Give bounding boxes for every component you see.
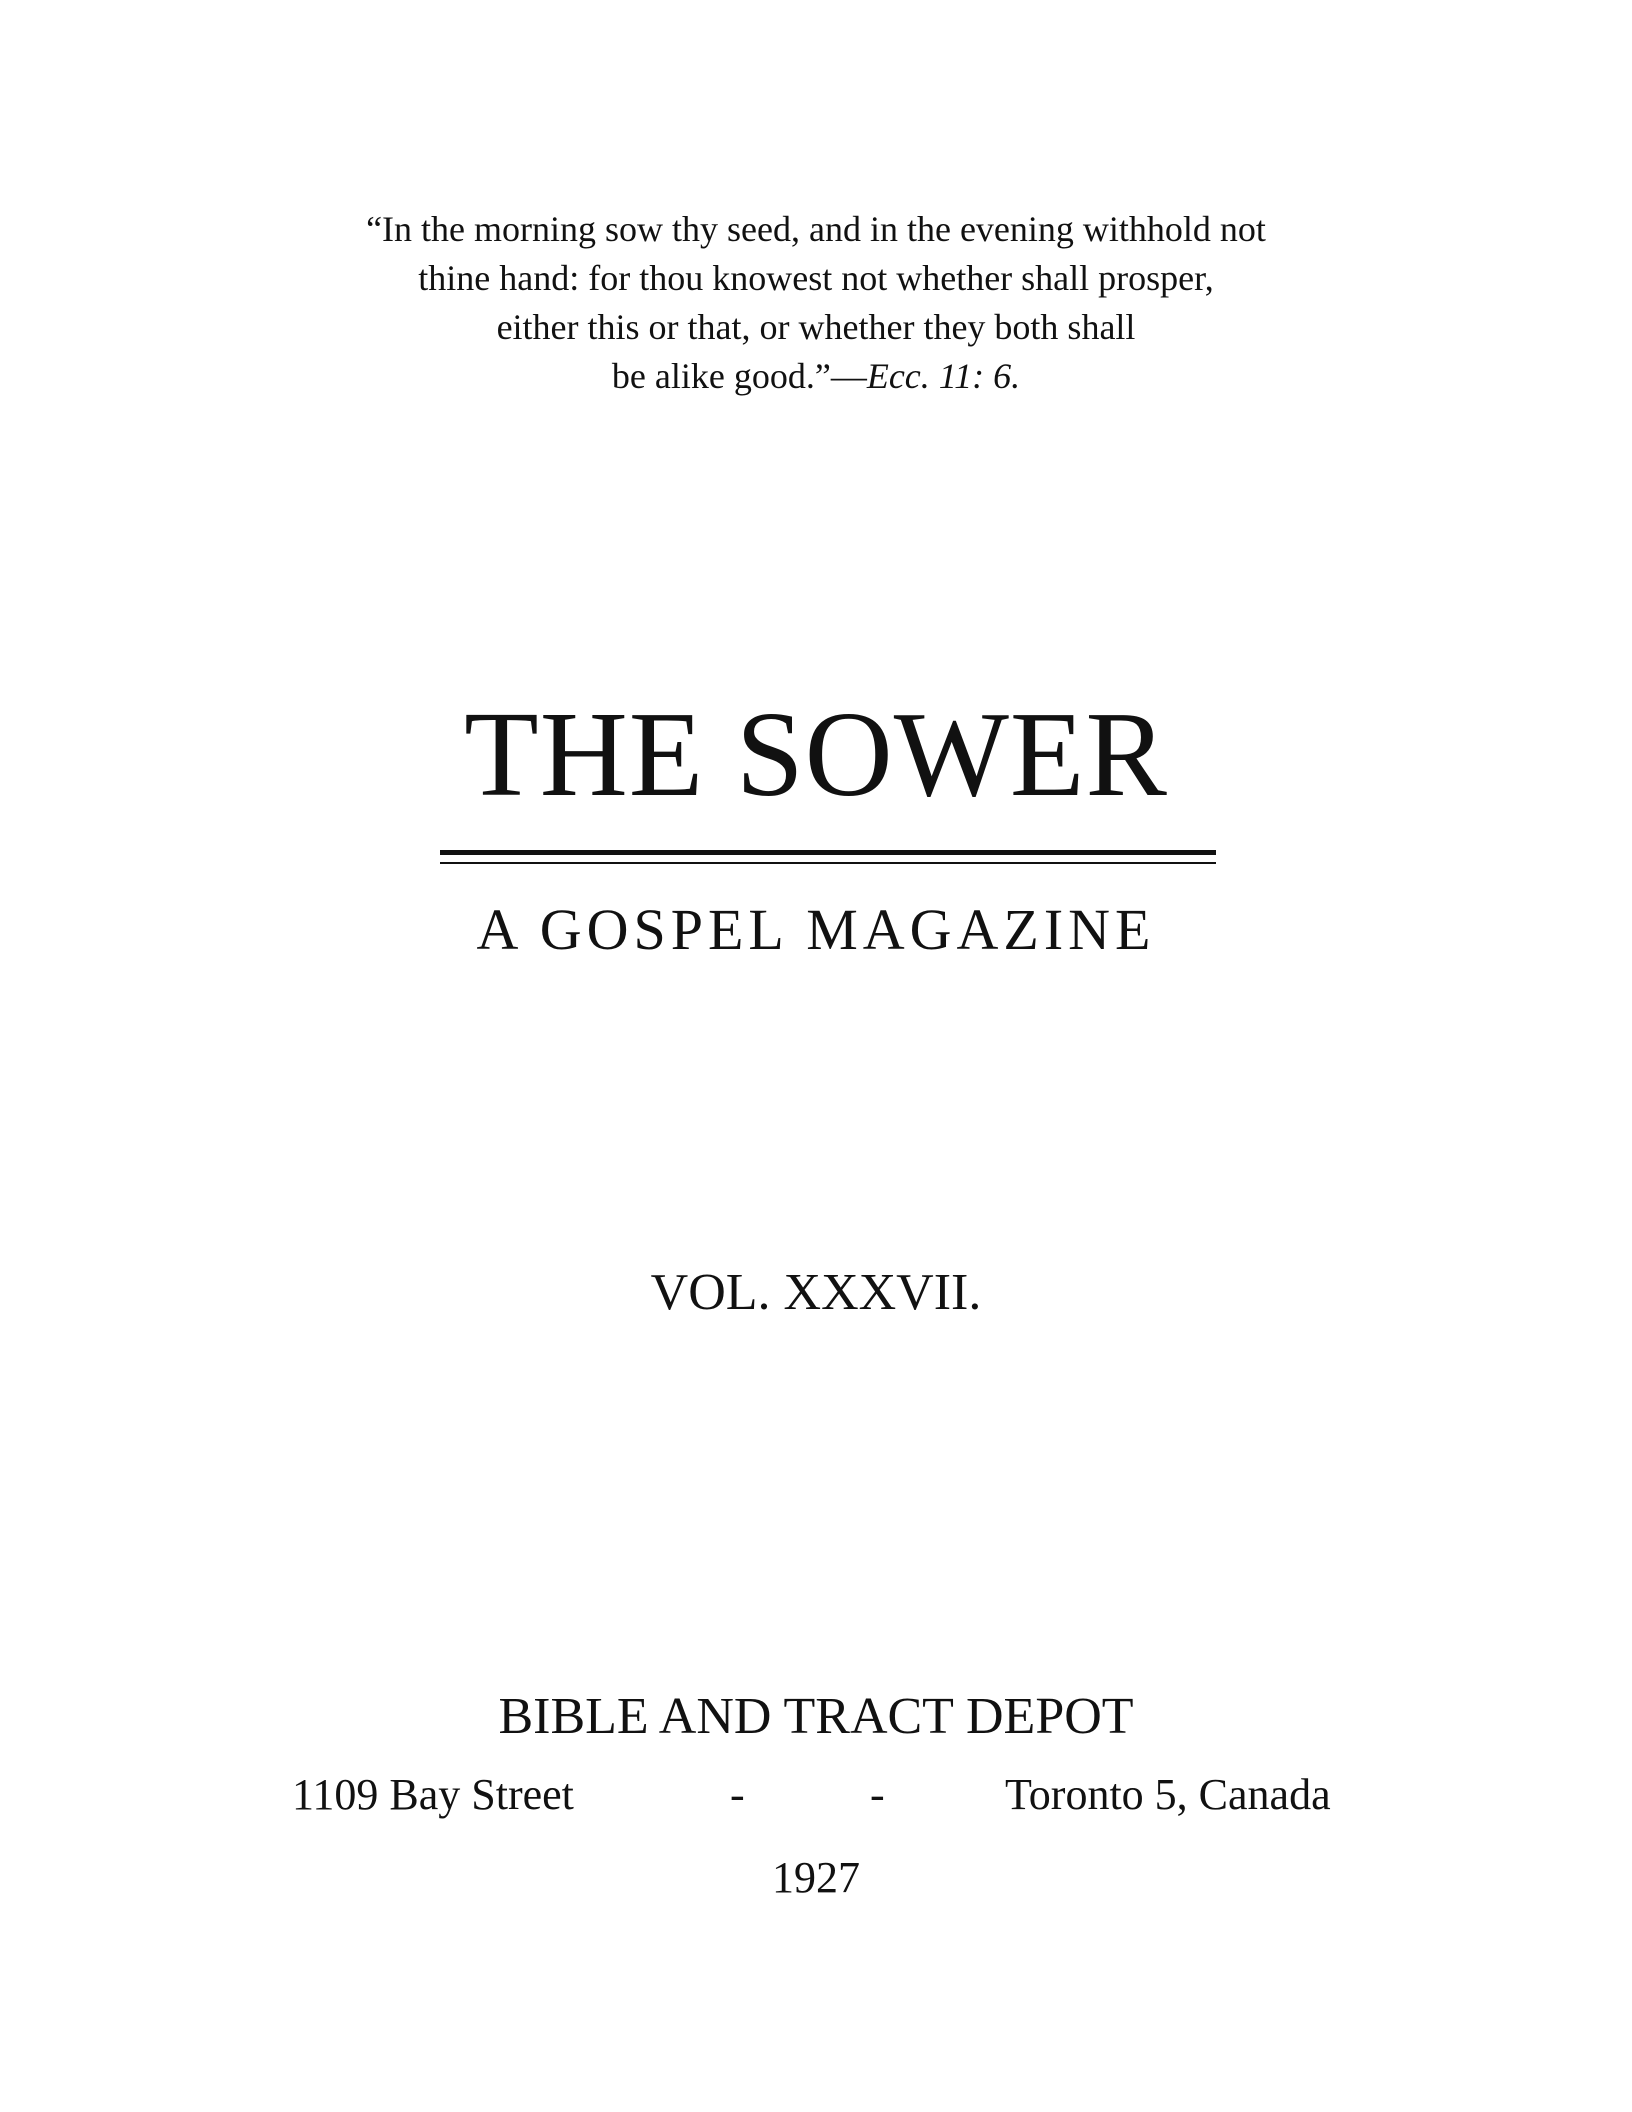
epigraph-line-2: thine hand: for thou knowest not whether shall prosper,: [418, 258, 1214, 298]
city-address: Toronto 5, Canada: [1005, 1770, 1331, 1819]
epigraph-line-4: [0, 352, 1632, 401]
epigraph-line-3: either this or that, or whether they both shall: [496, 307, 1136, 347]
street-address: 1109 Bay Street: [292, 1770, 574, 1819]
publication-year: 1927: [772, 1853, 860, 1902]
magazine-subtitle: A GOSPEL MAGAZINE: [476, 897, 1156, 962]
epigraph-line-4-text: be alike good.”—: [611, 356, 867, 396]
epigraph-quote: [0, 205, 1632, 401]
volume-number: VOL. XXXVII.: [650, 1264, 982, 1321]
title-rule-thin: [440, 862, 1216, 864]
publisher-name: BIBLE AND TRACT DEPOT: [498, 1688, 1134, 1745]
address-separator-1: -: [730, 1770, 745, 1819]
scripture-reference: Ecc. 11: 6.: [866, 356, 1021, 396]
address-separator-2: -: [870, 1770, 885, 1819]
magazine-title: THE SOWER: [464, 687, 1168, 822]
title-rule-thick: [440, 850, 1216, 855]
publisher-address: [0, 1765, 1632, 1825]
epigraph-line-1: “In the morning sow thy seed, and in the evening withhold not: [366, 209, 1266, 249]
